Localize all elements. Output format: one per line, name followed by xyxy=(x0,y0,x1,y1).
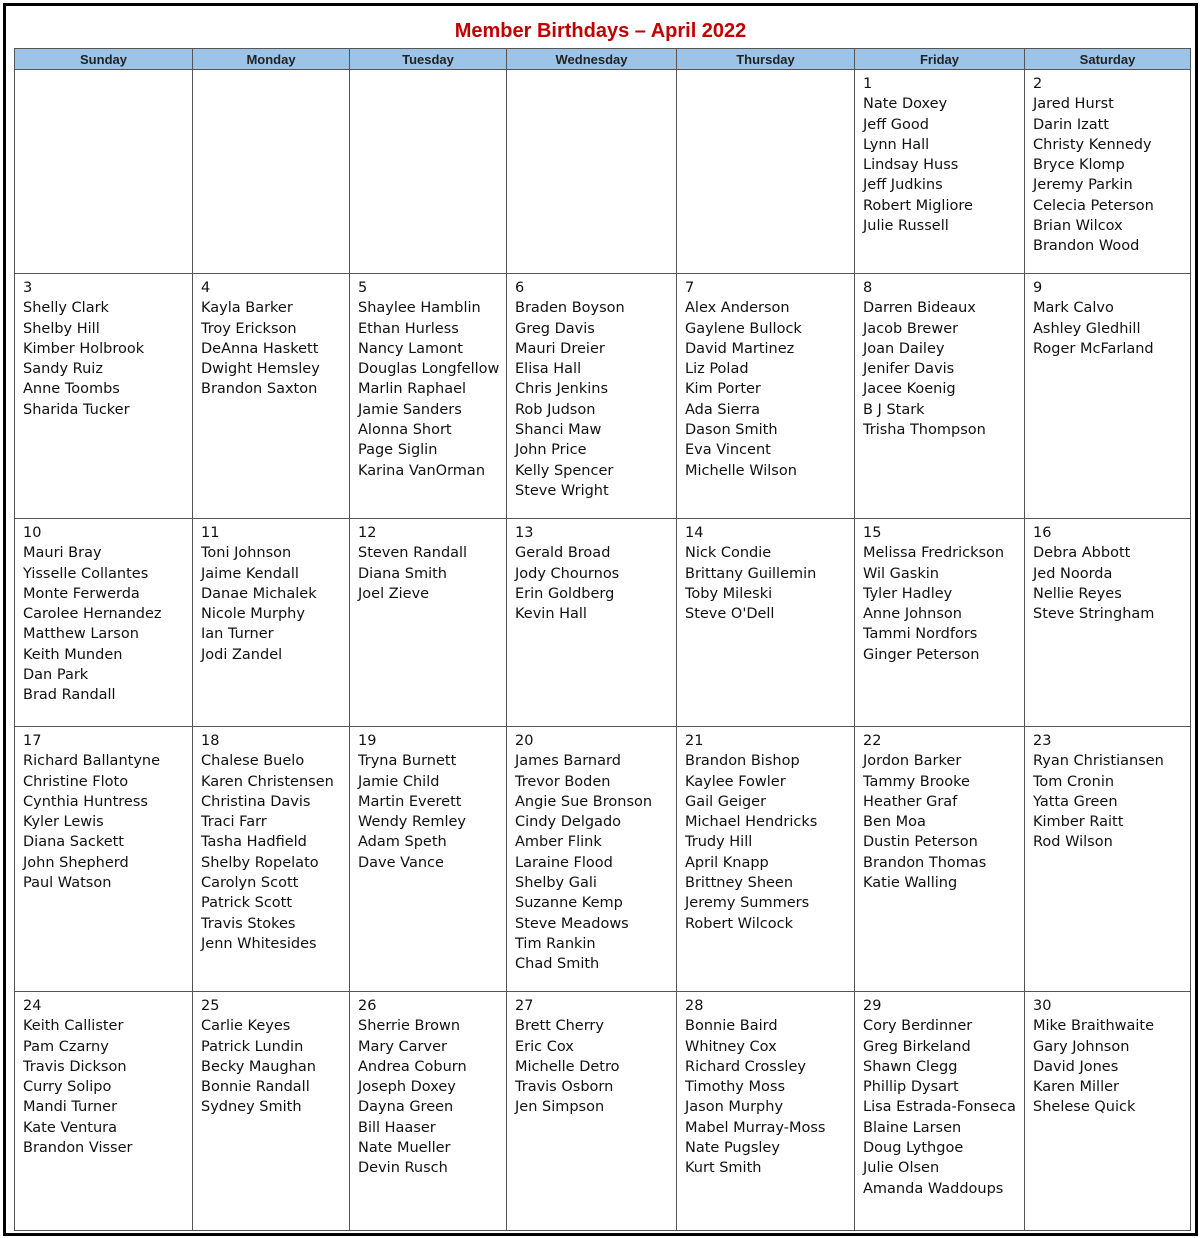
member-name: Julie Russell xyxy=(863,218,949,235)
member-name: Jeff Judkins xyxy=(863,177,943,194)
member-name: Tasha Hadfield xyxy=(201,834,307,851)
member-name: Timothy Moss xyxy=(685,1079,785,1096)
day-number: 5 xyxy=(358,280,368,296)
day-number: 8 xyxy=(863,280,873,296)
day-cell xyxy=(350,274,507,519)
member-name: John Shepherd xyxy=(23,854,129,871)
member-name: Andrea Coburn xyxy=(358,1058,467,1075)
member-name: Carolyn Scott xyxy=(201,875,299,892)
member-name: Trisha Thompson xyxy=(863,422,986,439)
member-name: Wendy Remley xyxy=(358,814,466,831)
member-name: Shanci Maw xyxy=(515,422,602,439)
member-name: Michael Hendricks xyxy=(685,814,818,831)
week-row xyxy=(15,727,1191,992)
member-name: Traci Farr xyxy=(201,814,267,831)
member-name: Dason Smith xyxy=(685,422,778,439)
member-name: Darin Izatt xyxy=(1033,116,1109,133)
member-name: Jeff Good xyxy=(863,116,929,133)
member-name: Christy Kennedy xyxy=(1033,136,1152,153)
member-name: Shelly Clark xyxy=(23,300,109,317)
week-row xyxy=(15,992,1191,1231)
member-name: Phillip Dysart xyxy=(863,1079,959,1096)
member-name: Jenifer Davis xyxy=(863,361,955,378)
member-name: Richard Ballantyne xyxy=(23,753,161,770)
member-name: Shelby Hill xyxy=(23,320,100,337)
member-name: Michelle Wilson xyxy=(685,462,797,479)
member-name: Douglas Longfellow xyxy=(358,361,500,378)
member-name: Steven Randall xyxy=(358,545,468,562)
member-name: Julie Olsen xyxy=(863,1160,940,1177)
member-name: Adam Speth xyxy=(358,834,447,851)
day-cell xyxy=(350,70,507,274)
member-name: Tammi Nordfors xyxy=(863,626,978,643)
day-cell xyxy=(855,727,1025,992)
member-name: B J Stark xyxy=(863,401,925,418)
member-name: Marlin Raphael xyxy=(358,381,467,398)
member-name: Amanda Waddoups xyxy=(863,1180,1004,1197)
day-number: 29 xyxy=(863,998,882,1014)
member-name: Brandon Wood xyxy=(1033,238,1140,255)
member-name: Ethan Hurless xyxy=(358,320,459,337)
member-name: Alonna Short xyxy=(358,422,452,439)
member-name: Joseph Doxey xyxy=(358,1079,456,1096)
member-name: Jaime Kendall xyxy=(201,565,299,582)
weekday-header: Sunday xyxy=(15,49,193,70)
member-name: Jordon Barker xyxy=(863,753,962,770)
member-name: Brett Cherry xyxy=(515,1018,604,1035)
week-row xyxy=(15,274,1191,519)
member-name: Keith Callister xyxy=(23,1018,124,1035)
member-name: Mike Braithwaite xyxy=(1033,1018,1155,1035)
member-name: Greg Birkeland xyxy=(863,1038,971,1055)
day-number: 27 xyxy=(515,998,534,1014)
member-name: Diana Smith xyxy=(358,565,447,582)
member-name: Tryna Burnett xyxy=(358,753,457,770)
member-name: Tyler Hadley xyxy=(863,585,953,602)
day-cell xyxy=(507,70,677,274)
day-number: 17 xyxy=(23,733,42,749)
day-cell xyxy=(677,70,855,274)
day-cell xyxy=(1025,519,1191,727)
member-name: John Price xyxy=(515,442,587,459)
member-name: Carlie Keyes xyxy=(201,1018,291,1035)
member-name: Nate Mueller xyxy=(358,1140,451,1157)
member-name: Nick Condie xyxy=(685,545,772,562)
member-name: Anne Johnson xyxy=(863,606,962,623)
day-cell xyxy=(677,274,855,519)
member-name: Ben Moa xyxy=(863,814,926,831)
member-name: Gail Geiger xyxy=(685,793,767,810)
member-name: Nicole Murphy xyxy=(201,606,305,623)
day-number: 16 xyxy=(1033,525,1052,541)
member-name: David Jones xyxy=(1033,1058,1119,1075)
member-name: Brittany Guillemin xyxy=(685,565,817,582)
day-number: 7 xyxy=(685,280,695,296)
member-name: Brandon Thomas xyxy=(863,854,987,871)
member-name: Monte Ferwerda xyxy=(23,585,140,602)
member-name: Sharida Tucker xyxy=(23,401,130,418)
member-name: Matthew Larson xyxy=(23,626,139,643)
day-number: 20 xyxy=(515,733,534,749)
day-number: 14 xyxy=(685,525,704,541)
member-name: Diana Sackett xyxy=(23,834,124,851)
member-name: Trudy Hill xyxy=(685,834,753,851)
member-name: Jeremy Summers xyxy=(685,895,810,912)
day-number: 18 xyxy=(201,733,220,749)
day-cell xyxy=(507,274,677,519)
day-cell xyxy=(677,992,855,1231)
day-number: 19 xyxy=(358,733,377,749)
member-name: Paul Watson xyxy=(23,875,112,892)
member-name: Lynn Hall xyxy=(863,136,930,153)
member-name: Kate Ventura xyxy=(23,1119,117,1136)
member-name: Nate Doxey xyxy=(863,96,948,113)
day-number: 28 xyxy=(685,998,704,1014)
member-name: Cory Berdinner xyxy=(863,1018,973,1035)
weekday-header: Tuesday xyxy=(350,49,507,70)
member-name: Travis Dickson xyxy=(23,1058,127,1075)
day-number: 23 xyxy=(1033,733,1052,749)
member-name: Karina VanOrman xyxy=(358,462,486,479)
member-name: Steve Stringham xyxy=(1033,606,1155,623)
member-name: Lindsay Huss xyxy=(863,157,959,174)
page-title: Member Birthdays – April 2022 xyxy=(454,20,747,42)
member-name: Amber Flink xyxy=(515,834,602,851)
day-cell xyxy=(677,519,855,727)
member-name: Dwight Hemsley xyxy=(201,361,320,378)
day-cell xyxy=(193,727,350,992)
member-name: Roger McFarland xyxy=(1033,340,1154,357)
member-name: Katie Walling xyxy=(863,875,958,892)
day-number: 25 xyxy=(201,998,220,1014)
day-cell xyxy=(193,274,350,519)
calendar-body xyxy=(15,70,1191,1231)
day-number: 22 xyxy=(863,733,882,749)
member-name: Page Siglin xyxy=(358,442,438,459)
member-name: Dave Vance xyxy=(358,854,444,871)
day-cell xyxy=(855,70,1025,274)
member-name: Travis Osborn xyxy=(515,1079,614,1096)
member-name: Mabel Murray-Moss xyxy=(685,1119,826,1136)
member-name: Cindy Delgado xyxy=(515,814,622,831)
member-name: Anne Toombs xyxy=(23,381,120,398)
member-name: Jeremy Parkin xyxy=(1033,177,1133,194)
member-name: Bryce Klomp xyxy=(1033,157,1125,174)
day-number: 30 xyxy=(1033,998,1052,1014)
member-name: Jody Chournos xyxy=(515,565,620,582)
member-name: Kimber Raitt xyxy=(1033,814,1124,831)
day-number: 3 xyxy=(23,280,33,296)
member-name: Dustin Peterson xyxy=(863,834,978,851)
member-name: Travis Stokes xyxy=(201,915,296,932)
member-name: Greg Davis xyxy=(515,320,595,337)
member-name: Shelby Ropelato xyxy=(201,854,319,871)
member-name: Patrick Scott xyxy=(201,895,293,912)
day-number: 4 xyxy=(201,280,211,296)
member-name: Tammy Brooke xyxy=(863,773,970,790)
member-name: Jenn Whitesides xyxy=(201,935,317,952)
member-name: Curry Solipo xyxy=(23,1079,112,1096)
member-name: Blaine Larsen xyxy=(863,1119,962,1136)
member-name: Elisa Hall xyxy=(515,361,582,378)
day-number: 24 xyxy=(23,998,42,1014)
member-name: James Barnard xyxy=(515,753,621,770)
member-name: Gaylene Bullock xyxy=(685,320,802,337)
member-name: Tim Rankin xyxy=(515,935,596,952)
member-name: Nellie Reyes xyxy=(1033,585,1122,602)
calendar-table xyxy=(14,48,1191,1231)
member-name: Lisa Estrada-Fonseca xyxy=(863,1099,1016,1116)
member-name: Liz Polad xyxy=(685,361,749,378)
member-name: Michelle Detro xyxy=(515,1058,620,1075)
member-name: Steve Meadows xyxy=(515,915,629,932)
member-name: Kyler Lewis xyxy=(23,814,104,831)
member-name: Rod Wilson xyxy=(1033,834,1113,851)
member-name: Mandi Turner xyxy=(23,1099,118,1116)
member-name: Brandon Bishop xyxy=(685,753,800,770)
member-name: Doug Lythgoe xyxy=(863,1140,964,1157)
week-row xyxy=(15,519,1191,727)
member-name: Celecia Peterson xyxy=(1033,197,1154,214)
day-cell xyxy=(350,519,507,727)
member-name: Jared Hurst xyxy=(1033,96,1114,113)
member-name: Sandy Ruiz xyxy=(23,361,103,378)
member-name: Brittney Sheen xyxy=(685,875,794,892)
member-name: Eva Vincent xyxy=(685,442,771,459)
member-name: Jamie Child xyxy=(358,773,440,790)
member-name: Angie Sue Bronson xyxy=(515,793,653,810)
day-number: 21 xyxy=(685,733,704,749)
member-name: Mauri Dreier xyxy=(515,340,605,357)
member-name: Kimber Holbrook xyxy=(23,340,145,357)
member-name: Dayna Green xyxy=(358,1099,454,1116)
member-name: Brad Randall xyxy=(23,687,116,704)
member-name: Steve O'Dell xyxy=(685,606,775,623)
member-name: Pam Czarny xyxy=(23,1038,109,1055)
day-cell xyxy=(507,992,677,1231)
member-name: Kayla Barker xyxy=(201,300,293,317)
member-name: Cynthia Huntress xyxy=(23,793,148,810)
member-name: Shelese Quick xyxy=(1033,1099,1136,1116)
member-name: Robert Migliore xyxy=(863,197,973,214)
day-cell xyxy=(1025,992,1191,1231)
member-name: Danae Michalek xyxy=(201,585,317,602)
member-name: Martin Everett xyxy=(358,793,462,810)
day-cell xyxy=(350,727,507,992)
weekday-header: Wednesday xyxy=(507,49,677,70)
member-name: Jen Simpson xyxy=(515,1099,605,1116)
member-name: Jed Noorda xyxy=(1033,565,1113,582)
day-number: 12 xyxy=(358,525,377,541)
member-name: Yatta Green xyxy=(1033,793,1118,810)
member-name: Mary Carver xyxy=(358,1038,447,1055)
member-name: Bonnie Randall xyxy=(201,1079,310,1096)
member-name: Kelly Spencer xyxy=(515,462,614,479)
member-name: Erin Goldberg xyxy=(515,585,615,602)
member-name: Becky Maughan xyxy=(201,1058,316,1075)
member-name: Christine Floto xyxy=(23,773,129,790)
member-name: Rob Judson xyxy=(515,401,596,418)
member-name: Wil Gaskin xyxy=(863,565,939,582)
member-name: Ada Sierra xyxy=(685,401,761,418)
member-name: Karen Miller xyxy=(1033,1079,1119,1096)
member-name: Debra Abbott xyxy=(1033,545,1131,562)
member-name: Chris Jenkins xyxy=(515,381,609,398)
day-number: 6 xyxy=(515,280,525,296)
member-name: Tom Cronin xyxy=(1033,773,1115,790)
calendar-page xyxy=(3,3,1198,1236)
week-row xyxy=(15,70,1191,274)
member-name: Kevin Hall xyxy=(515,606,587,623)
member-name: April Knapp xyxy=(685,854,769,871)
member-name: DeAnna Haskett xyxy=(201,340,319,357)
member-name: Shelby Gali xyxy=(515,875,597,892)
member-name: Chalese Buelo xyxy=(201,753,305,770)
member-name: Jason Murphy xyxy=(685,1099,784,1116)
member-name: Darren Bideaux xyxy=(863,300,976,317)
day-cell xyxy=(855,519,1025,727)
member-name: Kim Porter xyxy=(685,381,761,398)
member-name: Kaylee Fowler xyxy=(685,773,786,790)
day-cell xyxy=(15,992,193,1231)
day-cell xyxy=(15,274,193,519)
member-name: Brandon Visser xyxy=(23,1140,133,1157)
day-cell xyxy=(193,519,350,727)
day-number: 26 xyxy=(358,998,377,1014)
member-name: Joel Zieve xyxy=(358,585,430,602)
member-name: Chad Smith xyxy=(515,956,600,973)
member-name: Sherrie Brown xyxy=(358,1018,461,1035)
day-cell xyxy=(507,519,677,727)
day-number: 10 xyxy=(23,525,42,541)
member-name: Alex Anderson xyxy=(685,300,790,317)
member-name: Ian Turner xyxy=(201,626,274,643)
member-name: Heather Graf xyxy=(863,793,958,810)
member-name: Karen Christensen xyxy=(201,773,334,790)
member-name: Keith Munden xyxy=(23,646,123,663)
member-name: Sydney Smith xyxy=(201,1099,302,1116)
day-cell xyxy=(15,519,193,727)
member-name: Shaylee Hamblin xyxy=(358,300,481,317)
member-name: Melissa Fredrickson xyxy=(863,545,1005,562)
member-name: Gerald Broad xyxy=(515,545,611,562)
day-number: 2 xyxy=(1033,76,1043,92)
member-name: Dan Park xyxy=(23,667,89,684)
member-name: Mark Calvo xyxy=(1033,300,1114,317)
day-number: 1 xyxy=(863,76,873,92)
member-name: Devin Rusch xyxy=(358,1160,448,1177)
day-cell xyxy=(193,70,350,274)
member-name: Nancy Lamont xyxy=(358,340,463,357)
day-cell xyxy=(15,727,193,992)
member-name: Robert Wilcock xyxy=(685,915,793,932)
member-name: Shawn Clegg xyxy=(863,1058,958,1075)
member-name: Brian Wilcox xyxy=(1033,218,1123,235)
day-cell xyxy=(350,992,507,1231)
member-name: Toby Mileski xyxy=(685,585,773,602)
weekday-header: Thursday xyxy=(677,49,855,70)
day-cell xyxy=(507,727,677,992)
member-name: Ashley Gledhill xyxy=(1033,320,1141,337)
member-name: Kurt Smith xyxy=(685,1160,762,1177)
day-cell xyxy=(193,992,350,1231)
member-name: Brandon Saxton xyxy=(201,381,318,398)
day-cell xyxy=(1025,274,1191,519)
day-number: 11 xyxy=(201,525,220,541)
member-name: Jodi Zandel xyxy=(201,646,283,663)
weekday-header: Saturday xyxy=(1025,49,1191,70)
member-name: Mauri Bray xyxy=(23,545,102,562)
day-cell xyxy=(15,70,193,274)
member-name: Toni Johnson xyxy=(201,545,292,562)
day-cell xyxy=(1025,727,1191,992)
member-name: Joan Dailey xyxy=(863,340,945,357)
member-name: Ginger Peterson xyxy=(863,646,980,663)
weekday-header-row xyxy=(15,49,1191,70)
day-number: 9 xyxy=(1033,280,1043,296)
day-cell xyxy=(855,274,1025,519)
member-name: Jamie Sanders xyxy=(358,401,462,418)
weekday-header: Monday xyxy=(193,49,350,70)
member-name: Eric Cox xyxy=(515,1038,574,1055)
day-cell xyxy=(677,727,855,992)
member-name: Steve Wright xyxy=(515,482,609,499)
member-name: Nate Pugsley xyxy=(685,1140,780,1157)
member-name: Jacob Brewer xyxy=(863,320,959,337)
member-name: Whitney Cox xyxy=(685,1038,777,1055)
member-name: Ryan Christiansen xyxy=(1033,753,1164,770)
member-name: Carolee Hernandez xyxy=(23,606,162,623)
member-name: Bill Haaser xyxy=(358,1119,436,1136)
member-name: David Martinez xyxy=(685,340,795,357)
member-name: Suzanne Kemp xyxy=(515,895,623,912)
day-number: 13 xyxy=(515,525,534,541)
member-name: Laraine Flood xyxy=(515,854,613,871)
member-name: Patrick Lundin xyxy=(201,1038,304,1055)
day-cell xyxy=(1025,70,1191,274)
day-cell xyxy=(855,992,1025,1231)
member-name: Richard Crossley xyxy=(685,1058,806,1075)
member-name: Christina Davis xyxy=(201,793,311,810)
member-name: Braden Boyson xyxy=(515,300,625,317)
weekday-header: Friday xyxy=(855,49,1025,70)
member-name: Troy Erickson xyxy=(201,320,297,337)
member-name: Yisselle Collantes xyxy=(23,565,149,582)
member-name: Jacee Koenig xyxy=(863,381,956,398)
member-name: Bonnie Baird xyxy=(685,1018,778,1035)
member-name: Trevor Boden xyxy=(515,773,611,790)
member-name: Gary Johnson xyxy=(1033,1038,1130,1055)
day-number: 15 xyxy=(863,525,882,541)
